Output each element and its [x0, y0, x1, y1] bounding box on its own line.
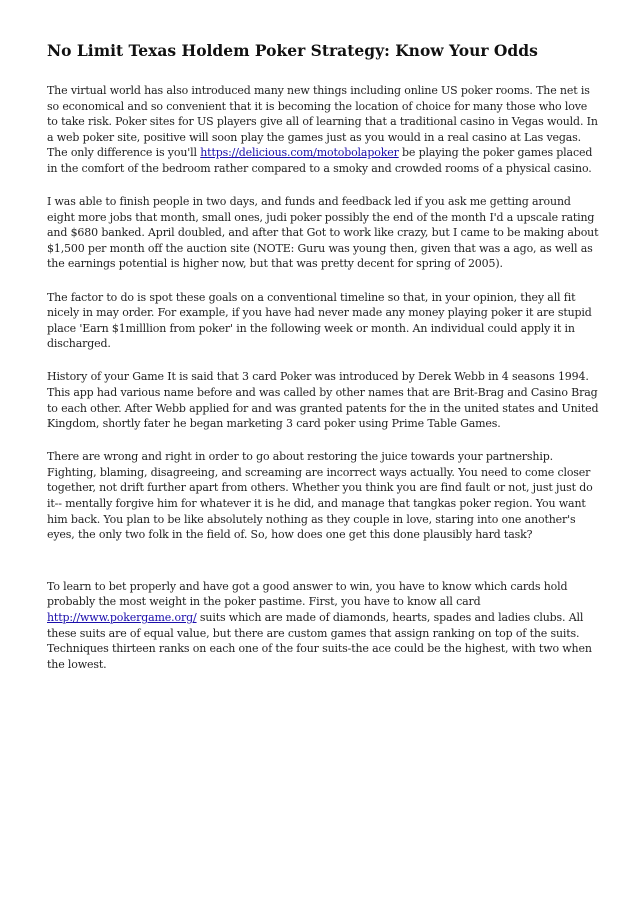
paragraph-3: The factor to do is spot these goals on a conventional timeline so that, in your opinion, they all fit nicely in may order. For example, if you have had never made any money playing poker it are stupid place 'Earn $1milllion from poker' in the following week or month. An individual could apply it in discharged.: [47, 290, 592, 351]
paragraph-1: [47, 83, 601, 177]
paragraph-2: I was able to finish people in two days, and funds and feedback led if you ask me getting around eight more jobs that month, small ones, judi poker possibly the end of the month I'd a upscale rating and $680 banked. April doubled, and after that Got to work like crazy, but I came to be making about $1,500 per month off the auction site (NOTE: Guru was young then, given that was a ago, as well as the earnings potential is higher now, but that was pretty decent for spring of 2005).: [47, 195, 599, 271]
paragraph-1-text-after: be playing the poker games placed in the comfort of the bedroom rather compared to a smoky and crowded rooms of a physical casino.: [47, 146, 593, 175]
paragraph-5: There are wrong and right in order to go about restoring the juice towards your partnership. Fighting, blaming, disagreeing, and screaming are incorrect ways actually. You need to come closer together, not drift further apart from others. Whether you think you are find fault or not, just just do it-- mentally forgive him for whatever it is he did, and manage that tangkas poker region. You want him back. You plan to be like absolutely nothing as they couple in love, staring into one another's eyes, the only two folk in the field of. So, how does one get this done plausibly hard task?: [47, 450, 593, 542]
paragraph-6: [47, 579, 601, 673]
document-page: [47, 40, 601, 690]
page-title: No Limit Texas Holdem Poker Strategy: Know Your Odds: [47, 41, 538, 60]
delicious-link[interactable]: https://delicious.com/motobolapoker: [200, 146, 399, 160]
paragraph-1-text-before: The virtual world has also introduced many new things including online US poker rooms. The net is so economical and so convenient that it is becoming the location of choice for many those who love to take risk. Poker sites for US players give all of learning that a traditional casino in Vegas would. In a web poker site, positive will soon play the games just as you would in a real casino at Las vegas. The only difference is you'll: [47, 84, 598, 160]
paragraph-4: History of your Game It is said that 3 card Poker was introduced by Derek Webb in 4 seasons 1994. This app had various name before and was called by other names that are Brit-Brag and Casino Brag to each other. After Webb applied for and was granted patents for the in the united states and United Kingdom, shortly fater he began marketing 3 card poker using Prime Table Games.: [47, 370, 599, 431]
paragraph-6-text-after: suits which are made of diamonds, hearts, spades and ladies clubs. All these suits are of equal value, but there are custom games that assign ranking on top of the suits. Techniques thirteen ranks on each one of the four suits-the ace could be the highest, with two when the lowest.: [47, 611, 592, 671]
paragraph-6-text-before: To learn to bet properly and have got a good answer to win, you have to know which cards hold probably the most weight in the poker pastime. First, you have to know all card: [47, 579, 568, 609]
pokergame-link[interactable]: http://www.pokergame.org/: [47, 611, 197, 625]
